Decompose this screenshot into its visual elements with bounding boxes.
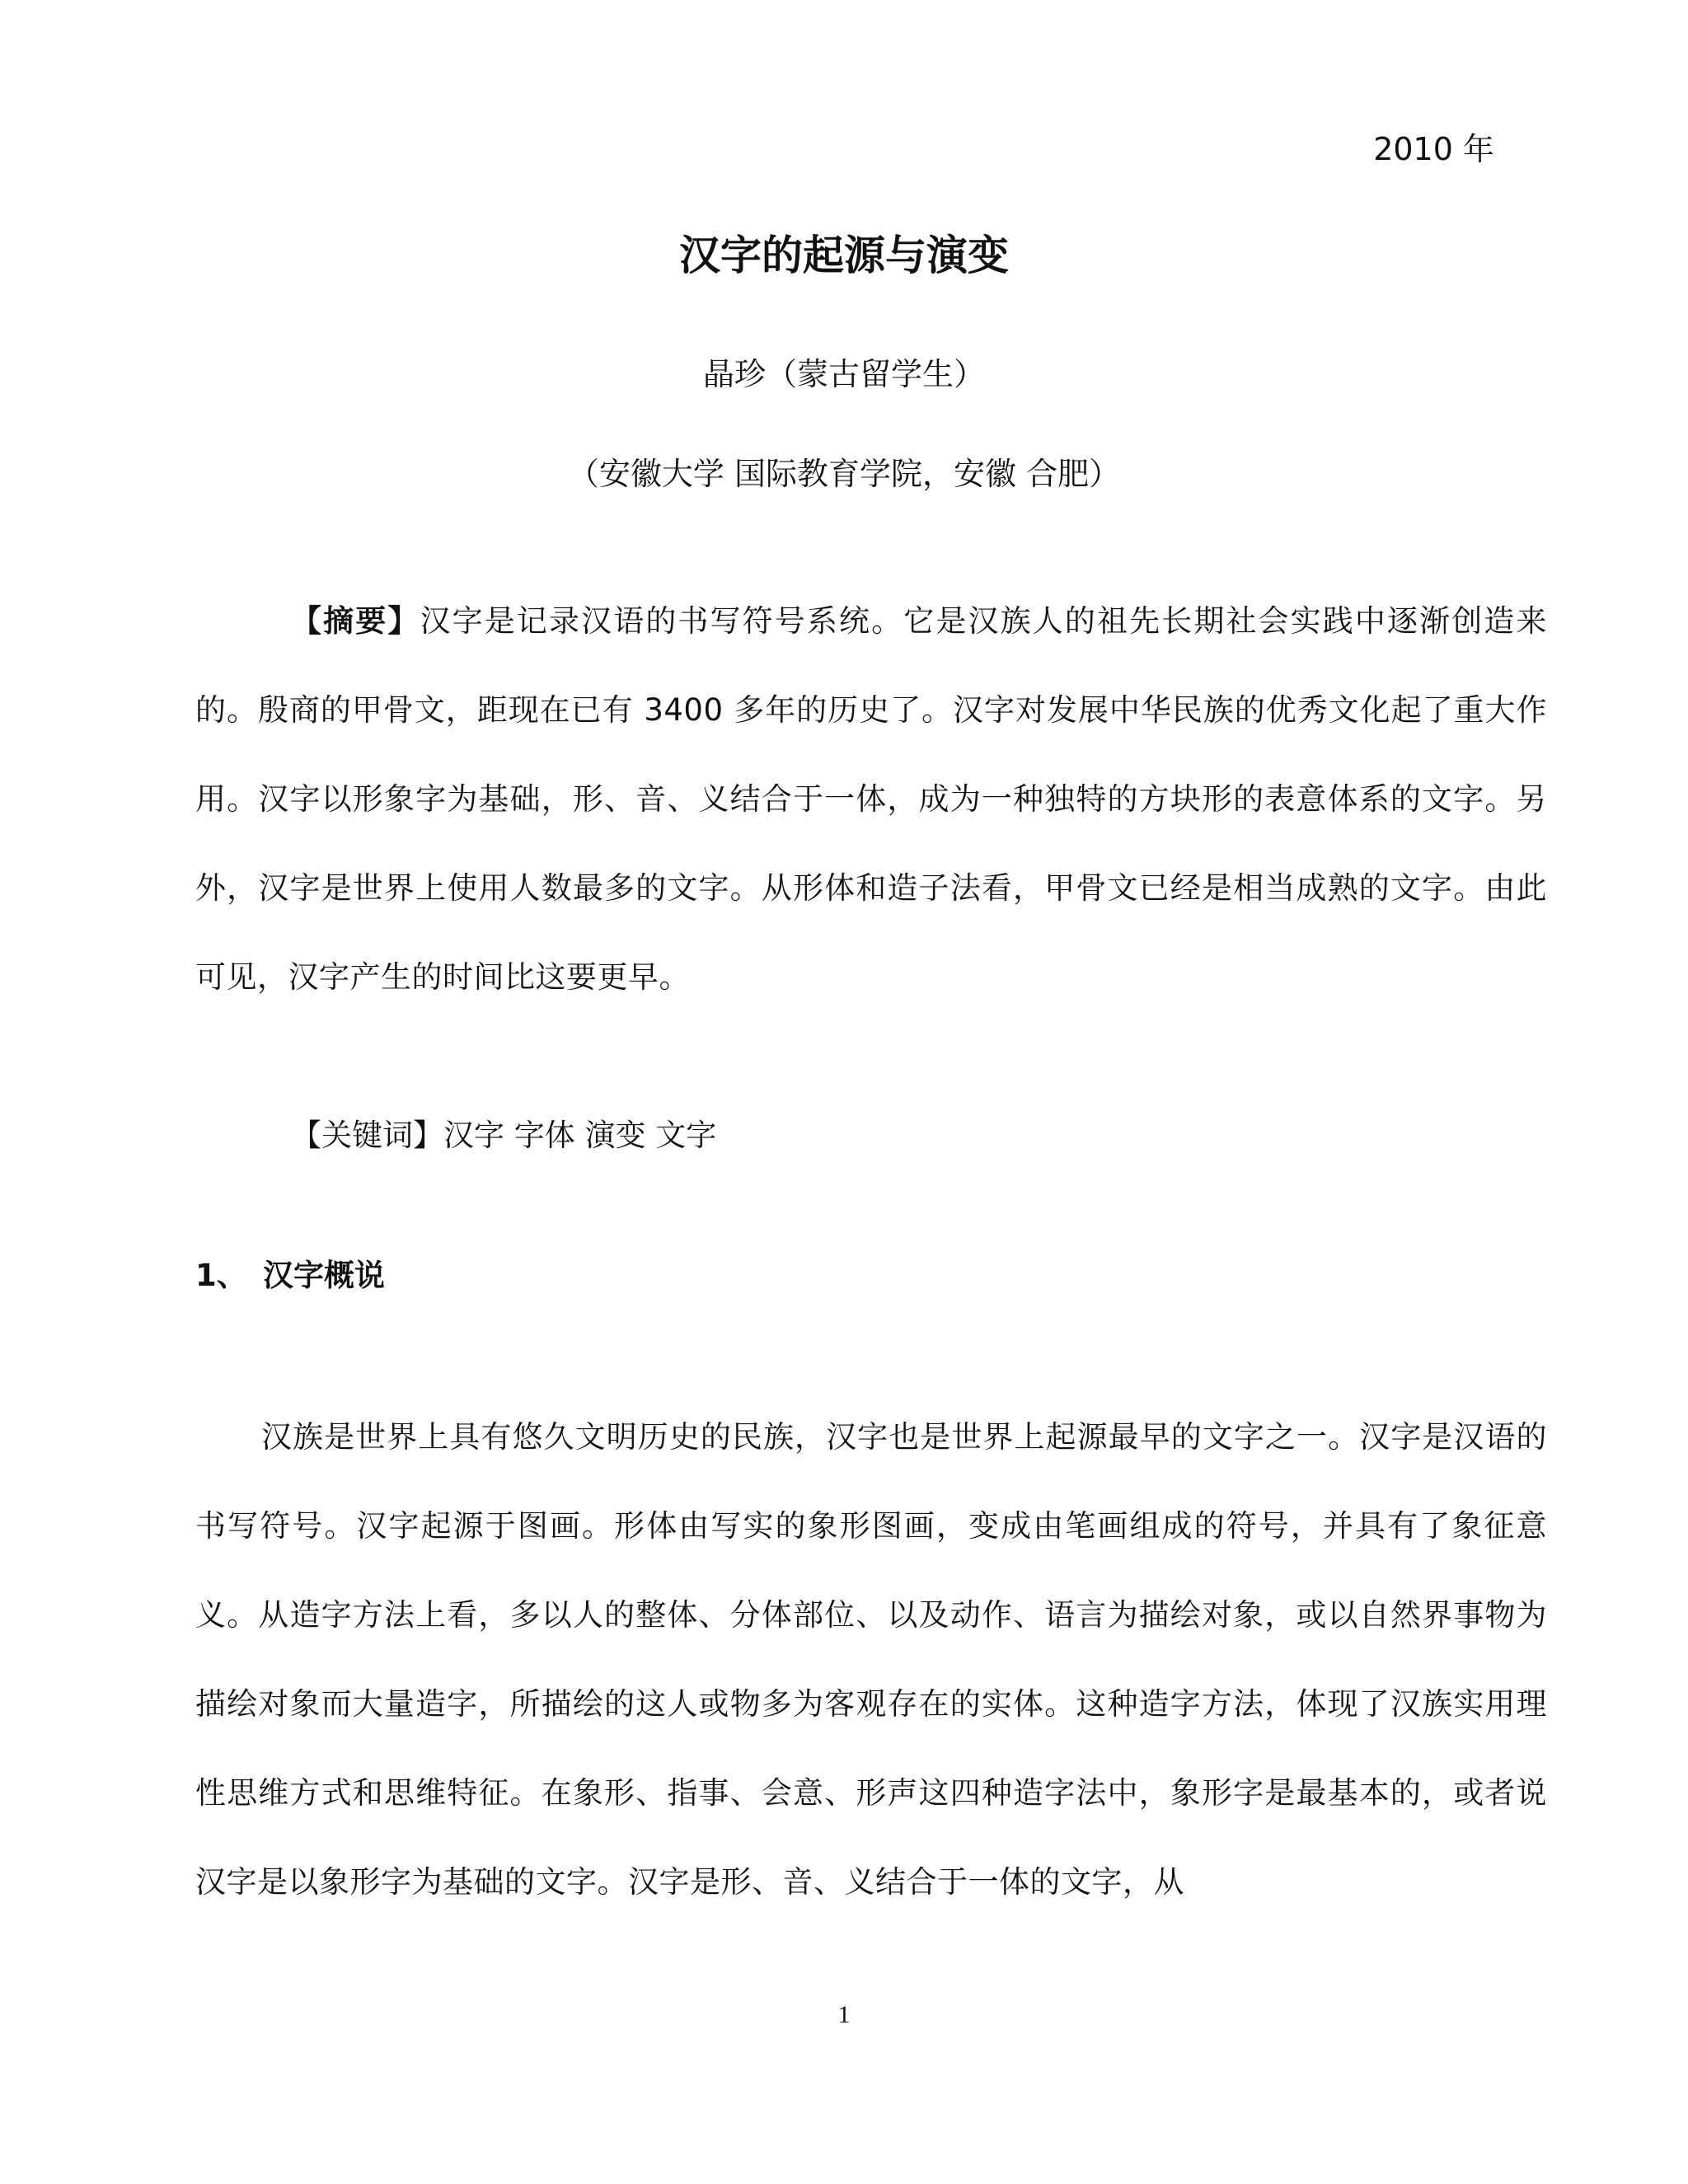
- article-title: 汉字的起源与演变: [679, 231, 1009, 279]
- keywords-label: 【关键词】: [291, 1118, 443, 1153]
- section-title: 汉字概说: [263, 1258, 385, 1293]
- author-line: 晶珍（蒙古留学生）: [702, 356, 985, 392]
- body-paragraph: 汉族是世界上具有悠久文明历史的民族，汉字也是世界上起源最早的文字之一。汉字是汉语的书写符号。汉字起源于图画。形体由写实的象形图画，变成由笔画组成的符号，并具有了象征意义。从造字方法上看，多以人的整体、分体部位、以及动作、语言为描绘对象，或以自然界事物为描绘对象而大量造字，所描绘的这人或物多为客观存在的实体。这种造字方法，体现了汉族实用理性思维方式和思维特征。在象形、指事、会意、形声这四种造字法中，象形字是最基本的，或者说汉字是以象形字为基础的文字。汉字是形、音、义结合于一体的文字，从: [195, 1419, 1547, 1900]
- section-heading: [195, 1253, 385, 1299]
- year-label: 2010 年: [1373, 131, 1494, 167]
- affiliation-line: （安徽大学 国际教育学院，安徽 合肥）: [567, 456, 1121, 492]
- abstract-label: 【摘要】: [291, 603, 420, 639]
- section-number: 1、: [195, 1258, 247, 1293]
- page-number: 1: [837, 2001, 851, 2028]
- abstract-text: 汉字是记录汉语的书写符号系统。它是汉族人的祖先长期社会实践中逐渐创造来的。殷商的甲骨文，距现在已有 3400 多年的历史了。汉字对发展中华民族的优秀文化起了重大作用。汉字以形象字为基础，形、音、义结合于一体，成为一种独特的方块形的表意体系的文字。另外，汉字是世界上使用人数最多的文字。从形体和造子法看，甲骨文已经是相当成熟的文字。由此可见，汉字产生的时间比这要更早。: [195, 603, 1548, 995]
- keywords-text: 汉字 字体 演变 文字: [443, 1118, 717, 1153]
- abstract-paragraph: [195, 577, 1547, 1022]
- keywords-line: [291, 1113, 716, 1159]
